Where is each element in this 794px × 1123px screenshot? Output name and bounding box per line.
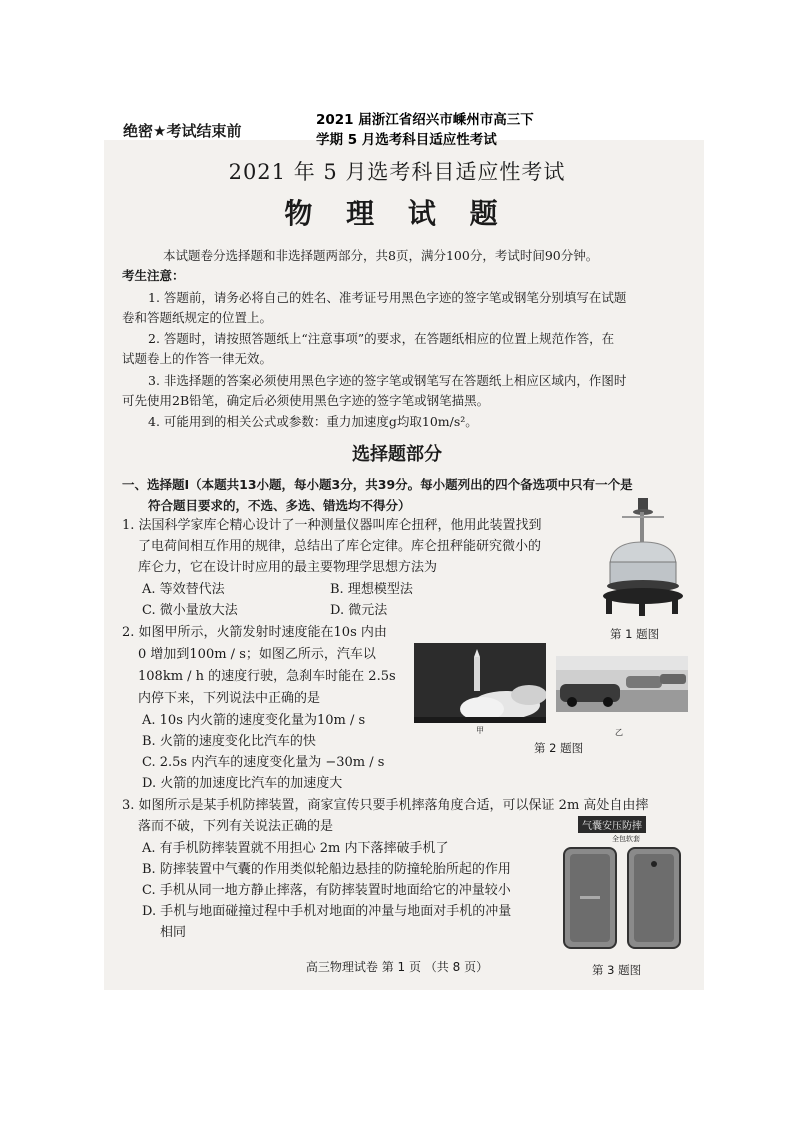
q3-line-2: 落而不破，下列有关说法正确的是 [138,819,334,834]
q2-option-b: B. 火箭的速度变化比汽车的快 [142,734,316,749]
figure-label-jia: 甲 [476,726,484,735]
car-braking-image [556,656,688,712]
exam-source-overlay [316,110,534,150]
q3-option-d-line-1: D. 手机与地面碰撞过程中手机对地面的冲量与地面对手机的冲量 [142,904,512,919]
note-3-line-2: 可先使用2B铅笔，确定后必须使用黑色字迹的签字笔或钢笔描黑。 [122,393,490,408]
q1-option-d: D. 微元法 [330,603,388,618]
q1-line-3: 库仑力，它在设计时应用的最主要物理学思想方法为 [138,560,438,575]
q2-line-4: 内停下来，下列说法中正确的是 [138,691,321,706]
rocket-launch-image [414,643,546,723]
q2-line-3: 108km / h 的速度行驶，急刹车时能在 2.5s [138,669,396,684]
section-instruction-1: 一、选择题Ⅰ（本题共13小题，每小题3分，共39分。每小题列出的四个备选项中只有一个是 [122,477,633,492]
q1-option-b: B. 理想模型法 [330,582,413,597]
phone-case-banner-sub: 全包软套 [612,835,640,843]
coulomb-torsion-balance-image [596,496,688,620]
note-1-line-2: 卷和答题纸规定的位置上。 [122,310,273,325]
note-3-line-1: 3. 非选择题的答案必须使用黑色字迹的签字笔或钢笔写在答题纸上相应区域内，作图时 [148,373,627,388]
q1-line-2: 了电荷间相互作用的规律，总结出了库仑定律。库仑扭秤能研究微小的 [138,539,542,554]
note-2-line-1: 2. 答题时，请按照答题纸上“注意事项”的要求，在答题纸相应的位置上规范作答，在 [148,331,615,346]
note-1-line-1: 1. 答题前，请务必将自己的姓名、准考证号用黑色字迹的签字笔或钢笔分别填写在试题 [148,290,627,305]
note-2-line-2: 试题卷上的作答一律无效。 [122,351,273,366]
q3-option-a: A. 有手机防摔装置就不用担心 2m 内下落摔破手机了 [142,841,449,856]
q3-figure-caption: 第 3 题图 [592,963,642,977]
q2-option-c: C. 2.5s 内汽车的速度变化量为 −30m / s [142,755,385,770]
figure-label-yi: 乙 [615,728,623,737]
phone-case-banner: 气囊安压防摔 [578,816,646,833]
overlay-line-2: 学期 5 月选考科目适应性考试 [316,132,497,148]
q2-option-d: D. 火箭的加速度比汽车的加速度大 [142,776,343,791]
notes-heading: 考生注意： [122,268,185,283]
q1-option-a: A. 等效替代法 [142,582,225,597]
q2-line-1: 2. 如图甲所示，火箭发射时速度能在10s 内由 [122,625,387,640]
subject-title: 物 理 试 题 [284,197,510,230]
exam-title: 2021 年 5 月选考科目适应性考试 [228,160,566,184]
note-4: 4. 可能用到的相关公式或参数：重力加速度g均取10m/s²。 [148,414,478,429]
q1-figure-caption: 第 1 题图 [610,627,660,641]
confidential-label: 绝密★考试结束前 [123,122,242,140]
section-instruction-2: 符合题目要求的，不选、多选、错选均不得分） [148,498,411,513]
page-footer: 高三物理试卷 第 1 页 （共 8 页） [305,960,489,974]
q3-option-c: C. 手机从同一地方静止摔落，有防摔装置时地面给它的冲量较小 [142,883,511,898]
section-title: 选择题部分 [352,444,442,465]
intro-text: 本试题卷分选择题和非选择题两部分，共8页，满分100分，考试时间90分钟。 [163,248,599,263]
q1-line-1: 1. 法国科学家库仑精心设计了一种测量仪器叫库仑扭秤，他用此装置找到 [122,518,542,533]
q2-option-a: A. 10s 内火箭的速度变化量为10m / s [142,713,366,728]
phone-case-image [562,846,688,950]
q2-line-2: 0 增加到100m / s；如图乙所示，汽车以 [138,647,376,662]
q3-option-d-line-2: 相同 [160,925,187,940]
q1-option-c: C. 微小量放大法 [142,603,238,618]
overlay-line-1: 2021 届浙江省绍兴市嵊州市高三下 [316,112,534,128]
q3-option-b: B. 防摔装置中气囊的作用类似轮船边悬挂的防撞轮胎所起的作用 [142,862,511,877]
q3-line-1: 3. 如图所示是某手机防摔装置，商家宣传只要手机摔落角度合适，可以保证 2m 高处自由摔 [122,798,649,813]
q2-figure-caption: 第 2 题图 [534,741,584,755]
